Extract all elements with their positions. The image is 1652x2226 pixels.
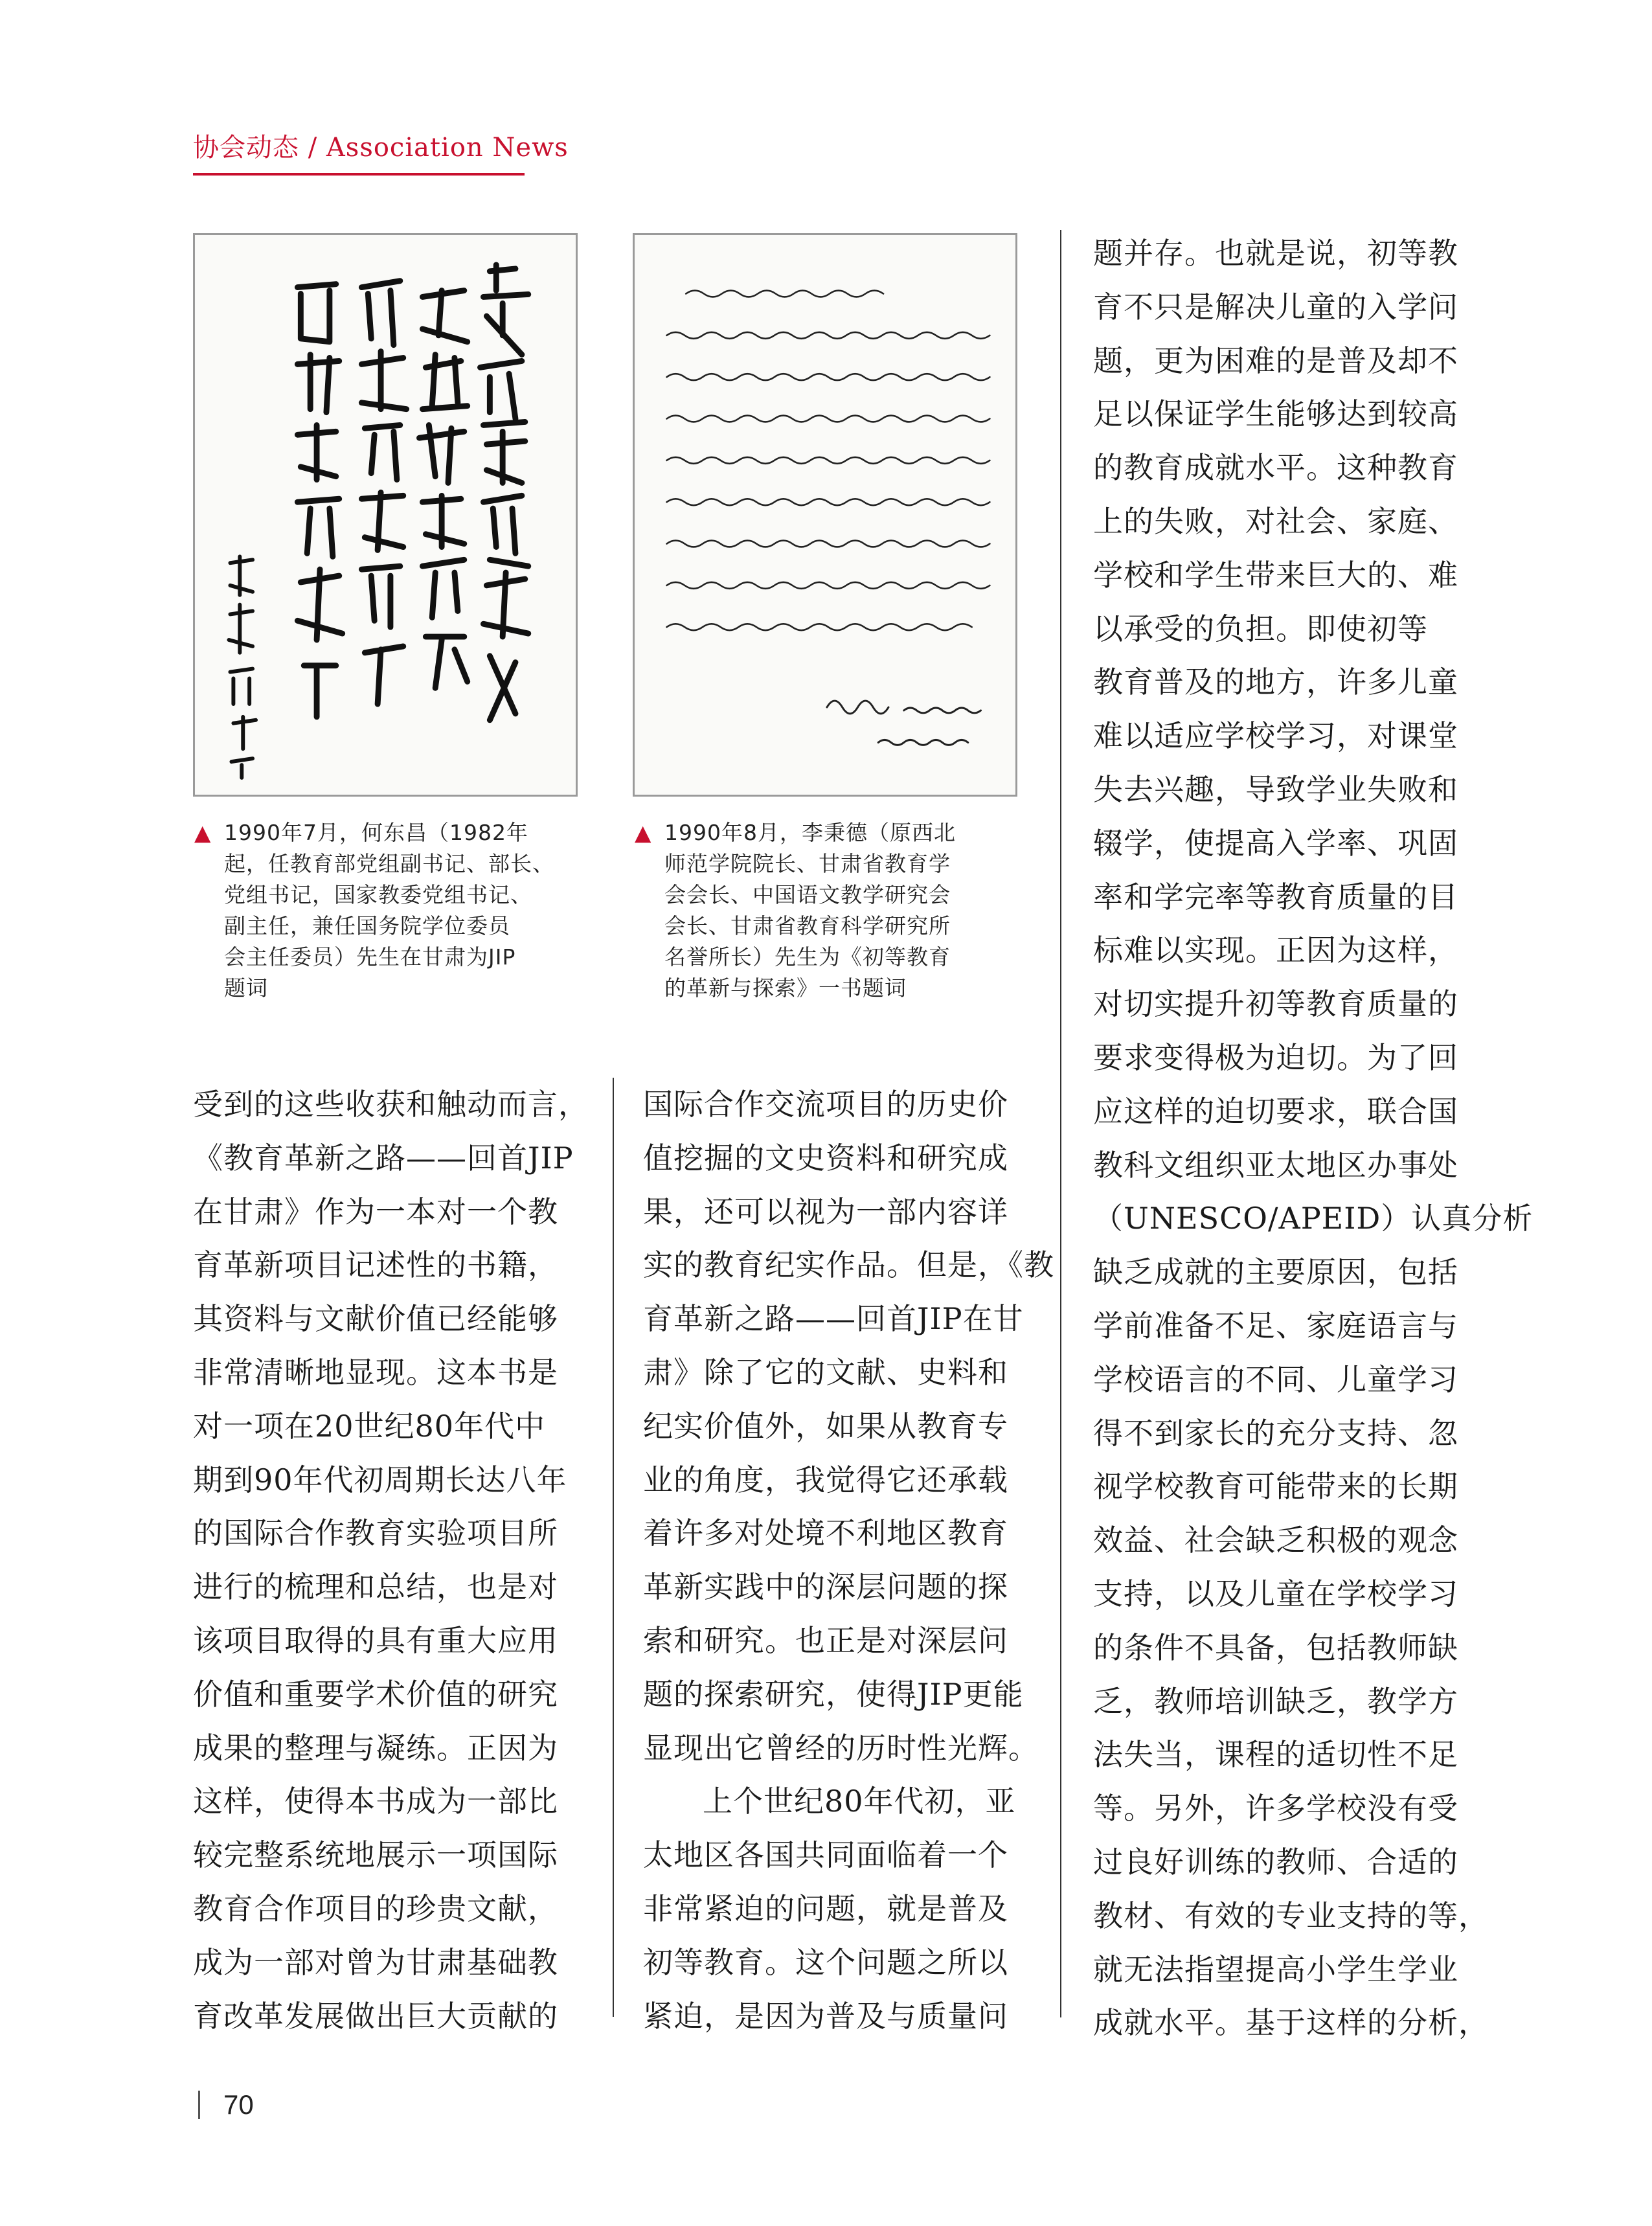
text-line: 辍学，使提高入学率、巩固 bbox=[1093, 825, 1458, 861]
handwritten-letter-figure bbox=[633, 233, 1017, 797]
header-underline bbox=[193, 173, 525, 176]
body-column-1 bbox=[193, 1078, 589, 2043]
text-line: 缺乏成就的主要原因，包括 bbox=[1093, 1255, 1458, 1290]
text-line: 成为一部对曾为甘肃基础教 bbox=[193, 1944, 558, 1980]
section-header bbox=[193, 127, 569, 176]
text-line: 难以适应学校学习，对课堂 bbox=[1093, 718, 1458, 754]
calligraphy-column-2 bbox=[419, 291, 467, 688]
caption-triangle-icon: ▲ bbox=[194, 820, 212, 845]
text-line: 实的教育纪实作品。但是，《教 bbox=[643, 1247, 1054, 1283]
text-line: 教材、有效的专业支持的等， bbox=[1093, 1898, 1489, 1933]
text-line: 其资料与文献价值已经能够 bbox=[193, 1301, 558, 1337]
text-line: 就无法指望提高小学生学业 bbox=[1093, 1951, 1458, 1987]
letter-signature bbox=[827, 701, 981, 745]
text-line: 这样，使得本书成为一部比 bbox=[193, 1784, 558, 1819]
text-line: 对一项在20世纪80年代中 bbox=[193, 1408, 546, 1444]
text-line: 受到的这些收获和触动而言， bbox=[193, 1087, 589, 1122]
column-divider bbox=[613, 1078, 614, 2017]
text-line: 期到90年代初周期长达八年 bbox=[193, 1462, 567, 1497]
text-line: 教育普及的地方，许多儿童 bbox=[1093, 664, 1458, 700]
footer-bar bbox=[198, 2091, 200, 2119]
text-line: 法失当，课程的适切性不足 bbox=[1093, 1737, 1458, 1773]
calligraphy-column-4 bbox=[297, 284, 342, 717]
section-title: 协会动态 / Association News bbox=[193, 133, 569, 163]
handwritten-letter-image bbox=[635, 235, 1015, 795]
text-line: 较完整系统地展示一项国际 bbox=[193, 1837, 558, 1873]
text-line: 率和学完率等教育质量的目 bbox=[1093, 879, 1458, 914]
text-line: 学校和学生带来巨大的、难 bbox=[1093, 557, 1458, 593]
text-line: 成就水平。基于这样的分析， bbox=[1093, 2005, 1489, 2041]
text-line: 显现出它曾经的历时性光辉。 bbox=[643, 1730, 1039, 1766]
caption-triangle-icon: ▲ bbox=[635, 820, 652, 845]
calligraphy-figure bbox=[193, 233, 578, 797]
text-line: 等。另外，许多学校没有受 bbox=[1093, 1791, 1458, 1826]
text-line: 索和研究。也正是对深层问 bbox=[643, 1622, 1008, 1658]
calligraphy-signature bbox=[229, 556, 256, 778]
text-line: 以承受的负担。即使初等 bbox=[1093, 611, 1428, 646]
text-line: 进行的梳理和总结，也是对 bbox=[193, 1569, 558, 1605]
calligraphy-image bbox=[195, 235, 576, 795]
text-line: 的教育成就水平。这种教育 bbox=[1093, 450, 1458, 486]
text-line: 初等教育。这个问题之所以 bbox=[643, 1944, 1008, 1980]
text-line: 肃》除了它的文献、史料和 bbox=[643, 1354, 1008, 1390]
text-line: 育革新项目记述性的书籍， bbox=[193, 1247, 558, 1283]
text-line: 失去兴趣，导致学业失败和 bbox=[1093, 771, 1458, 807]
text-line: 得不到家长的充分支持、忽 bbox=[1093, 1415, 1458, 1451]
figure-1-caption: ▲ 1990年7月，何东昌（1982年 起，任教育部党组副书记、部长、 党组书记，国家教委党组书记、 副主任，兼任国务院学位委员 会主任委员）先生在甘肃为JIP 题词 bbox=[194, 817, 583, 1004]
text-line: 该项目取得的具有重大应用 bbox=[193, 1622, 558, 1658]
text-line: 应这样的迫切要求，联合国 bbox=[1093, 1093, 1458, 1129]
text-line: 育改革发展做出巨大贡献的 bbox=[193, 1998, 558, 2034]
body-column-3 bbox=[1093, 227, 1533, 2050]
text-line: 的条件不具备，包括教师缺 bbox=[1093, 1630, 1458, 1665]
page-number: 70 bbox=[223, 2089, 254, 2120]
text-line: 成果的整理与凝练。正因为 bbox=[193, 1730, 558, 1766]
text-line: 题，更为困难的是普及却不 bbox=[1093, 343, 1458, 378]
text-line: 非常紧迫的问题，就是普及 bbox=[643, 1891, 1008, 1926]
calligraphy-column-3 bbox=[361, 281, 406, 704]
text-line: 标难以实现。正因为这样， bbox=[1093, 933, 1458, 968]
text-line: 支持，以及儿童在学校学习 bbox=[1093, 1576, 1458, 1611]
text-line: 紧迫，是因为普及与质量问 bbox=[643, 1998, 1008, 2034]
text-line: 果，还可以视为一部内容详 bbox=[643, 1194, 1008, 1229]
text-line: 题的探索研究，使得JIP更能 bbox=[643, 1676, 1024, 1712]
text-line: 学前准备不足、家庭语言与 bbox=[1093, 1308, 1458, 1343]
calligraphy-column-1 bbox=[481, 265, 528, 720]
text-line: 着许多对处境不利地区教育 bbox=[643, 1516, 1008, 1551]
text-line: 育革新之路——回首JIP在甘 bbox=[643, 1301, 1024, 1337]
text-line: 效益、社会缺乏积极的观念 bbox=[1093, 1523, 1458, 1558]
text-line: 业的角度，我觉得它还承载 bbox=[643, 1462, 1008, 1497]
text-line: 教科文组织亚太地区办事处 bbox=[1093, 1147, 1458, 1183]
text-line: 值挖掘的文史资料和研究成 bbox=[643, 1140, 1008, 1175]
text-line: 对切实提升初等教育质量的 bbox=[1093, 986, 1458, 1022]
text-line: 足以保证学生能够达到较高 bbox=[1093, 396, 1458, 432]
body-column-2 bbox=[643, 1078, 1054, 2043]
text-line: （UNESCO/APEID）认真分析 bbox=[1093, 1201, 1533, 1236]
text-line: 上的失败，对社会、家庭、 bbox=[1093, 503, 1458, 539]
text-line: 上个世纪80年代初，亚 bbox=[703, 1784, 1016, 1819]
text-line: 题并存。也就是说，初等教 bbox=[1093, 236, 1458, 271]
text-line: 国际合作交流项目的历史价 bbox=[643, 1087, 1008, 1122]
text-line: 学校语言的不同、儿童学习 bbox=[1093, 1361, 1458, 1397]
text-line: 乏，教师培训缺乏，教学方 bbox=[1093, 1683, 1458, 1719]
column-divider bbox=[1060, 230, 1061, 2017]
text-line: 过良好训练的教师、合适的 bbox=[1093, 1844, 1458, 1880]
text-line: 价值和重要学术价值的研究 bbox=[193, 1676, 558, 1712]
text-line: 在甘肃》作为一本对一个教 bbox=[193, 1194, 558, 1229]
text-line: 要求变得极为迫切。为了回 bbox=[1093, 1039, 1458, 1075]
text-line: 育不只是解决儿童的入学问 bbox=[1093, 289, 1458, 324]
text-line: 《教育革新之路——回首JIP bbox=[193, 1140, 574, 1175]
figure-2-caption: ▲ 1990年8月，李秉德（原西北 师范学院院长、甘肃省教育学 会会长、中国语文教学研究会 会长、甘肃省教育科学研究所 名誉所长）先生为《初等教育 的革新与探索》一书题词 bbox=[635, 817, 1023, 1004]
text-line: 纪实价值外，如果从教育专 bbox=[643, 1408, 1008, 1444]
text-line: 视学校教育可能带来的长期 bbox=[1093, 1469, 1458, 1505]
text-line: 教育合作项目的珍贵文献， bbox=[193, 1891, 558, 1926]
text-line: 非常清晰地显现。这本书是 bbox=[193, 1354, 558, 1390]
text-line: 的国际合作教育实验项目所 bbox=[193, 1516, 558, 1551]
text-line: 革新实践中的深层问题的探 bbox=[643, 1569, 1008, 1605]
text-line: 太地区各国共同面临着一个 bbox=[643, 1837, 1008, 1873]
